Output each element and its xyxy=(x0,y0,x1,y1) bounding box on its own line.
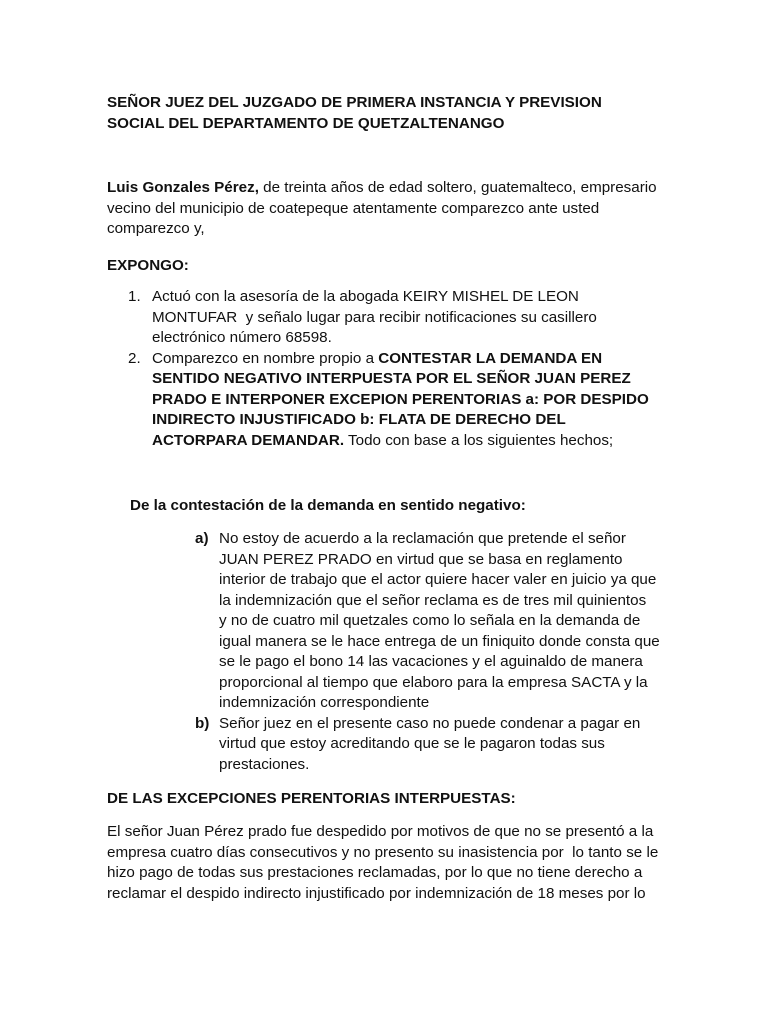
list-item-line: indemnización correspondiente xyxy=(219,694,430,711)
list-item-line: SENTIDO NEGATIVO INTERPUESTA POR EL SEÑOR JUAN PEREZ xyxy=(152,370,631,387)
lettered-list xyxy=(195,529,665,775)
list-item-line: proporcional al tiempo que elaboro para la empresa SACTA y la xyxy=(219,673,648,691)
list-item-text: Comparezco en nombre propio a xyxy=(152,349,379,367)
list-item-line: INDIRECTO INJUSTIFICADO b: FLATA DE DERECHO DEL xyxy=(152,411,566,428)
list-item-line: igual manera se le hace entrega de un finiquito donde consta que xyxy=(219,632,660,650)
intro-text: comparezco y, xyxy=(107,220,205,237)
list-item-text: Todo con base a los siguientes hechos; xyxy=(344,431,614,449)
list-letter: a) xyxy=(195,530,209,547)
list-item-line: la indemnización que el señor reclama es de tres mil quinientos xyxy=(219,591,647,609)
contestacion-subheading: De la contestación de la demanda en sentido negativo: xyxy=(130,497,526,514)
list-item xyxy=(195,714,665,776)
heading-line: SEÑOR JUEZ DEL JUZGADO DE PRIMERA INSTANCIA Y PREVISION xyxy=(107,94,602,111)
excepciones-heading: DE LAS EXCEPCIONES PERENTORIAS INTERPUESTAS: xyxy=(107,790,516,807)
paragraph-line: empresa cuatro días consecutivos y no presento su inasistencia por lo tanto se le xyxy=(107,843,659,861)
list-item xyxy=(128,349,668,452)
paragraph-line: El señor Juan Pérez prado fue despedido por motivos de que no se presentó a la xyxy=(107,823,654,840)
list-item-line: se le pago el bono 14 las vacaciones y el aguinaldo de manera xyxy=(219,653,643,670)
list-item-line: electrónico número 68598. xyxy=(152,329,332,346)
list-number: 2. xyxy=(128,349,141,367)
list-item-bold-text: CONTESTAR LA DEMANDA EN xyxy=(378,349,603,367)
list-item-line: Señor juez en el presente caso no puede condenar a pagar en xyxy=(219,714,641,732)
document-heading xyxy=(107,92,667,134)
list-item-line: y no de cuatro mil quetzales como lo señala en la demanda de xyxy=(219,612,641,629)
list-item-line: Actuó con la asesoría de la abogada KEIRY MISHEL DE LEON xyxy=(152,288,579,305)
list-item-line: No estoy de acuerdo a la reclamación que pretende el señor xyxy=(219,530,626,547)
list-item xyxy=(128,287,668,349)
numbered-list xyxy=(128,287,668,451)
petitioner-name: Luis Gonzales Pérez, xyxy=(107,179,259,196)
intro-text: vecino del municipio de coatepeque atentamente comparezco ante usted xyxy=(107,199,600,217)
list-item-line: JUAN PEREZ PRADO en virtud que se basa en reglamento xyxy=(219,550,623,568)
list-item-line: prestaciones. xyxy=(219,755,310,773)
list-number: 1. xyxy=(128,288,141,305)
paragraph-line: hizo pago de todas sus prestaciones reclamadas, por lo que no tiene derecho a xyxy=(107,864,643,881)
list-letter: b) xyxy=(195,714,210,732)
list-item-bold-text: ACTORPARA DEMANDAR. xyxy=(152,431,345,449)
list-item xyxy=(195,529,665,714)
list-item-line: interior de trabajo que el actor quiere hacer valer en juicio ya que xyxy=(219,571,657,588)
paragraph-line: reclamar el despido indirecto injustificado por indemnización de 18 meses por lo xyxy=(107,884,646,902)
expongo-heading: EXPONGO: xyxy=(107,257,189,274)
list-item-line: MONTUFAR y señalo lugar para recibir notificaciones su casillero xyxy=(152,308,597,326)
intro-paragraph xyxy=(107,178,667,240)
intro-text: de treinta años de edad soltero, guatemalteco, empresario xyxy=(258,179,657,196)
list-item-line: PRADO E INTERPONER EXCEPION PERENTORIAS a: POR DESPIDO xyxy=(152,390,649,408)
heading-line: SOCIAL DEL DEPARTAMENTO DE QUETZALTENANGO xyxy=(107,115,505,132)
list-item-line: virtud que estoy acreditando que se le pagaron todas sus xyxy=(219,735,605,752)
excepciones-paragraph xyxy=(107,822,667,904)
